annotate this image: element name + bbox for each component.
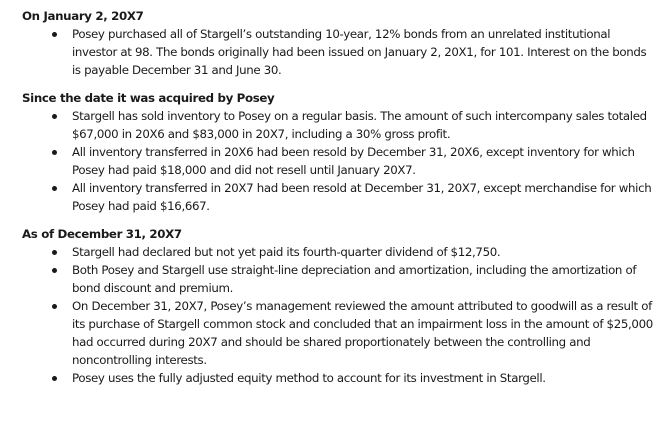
list-item bbox=[22, 261, 653, 297]
list-item bbox=[22, 179, 653, 215]
bullet-icon bbox=[52, 186, 57, 191]
list-item bbox=[22, 107, 653, 143]
list-item bbox=[22, 25, 653, 79]
section-heading: On January 2, 20X7 bbox=[22, 9, 144, 23]
list-item-text: Both Posey and Stargell use straight-line depreciation and amortization, including the amortization of bond discount and premium. bbox=[72, 263, 637, 295]
section-dec-31-20x7 bbox=[22, 225, 653, 387]
list-item-text: All inventory transferred in 20X7 had been resold at December 31, 20X7, except merchandise for which Posey had paid $16,667. bbox=[72, 181, 652, 213]
section-since-acquired bbox=[22, 89, 653, 215]
list-item bbox=[22, 369, 653, 387]
section-heading: As of December 31, 20X7 bbox=[22, 227, 182, 241]
list-item-text: On December 31, 20X7, Posey’s management reviewed the amount attributed to goodwill as a result of its purchase of Stargell common stock and concluded that an impairment loss in the amount of $25,000 had occurred during 20X7 and should be shared proportionately between the controlling and noncontrolling interests. bbox=[72, 299, 653, 367]
bullet-list bbox=[22, 25, 653, 79]
section-jan-2-20x7 bbox=[22, 7, 653, 79]
bullet-list bbox=[22, 243, 653, 387]
bullet-icon bbox=[52, 32, 57, 37]
bullet-list bbox=[22, 107, 653, 215]
bullet-icon bbox=[52, 376, 57, 381]
bullet-icon bbox=[52, 250, 57, 255]
list-item-text: Posey uses the fully adjusted equity method to account for its investment in Stargell. bbox=[72, 371, 546, 385]
bullet-icon bbox=[52, 114, 57, 119]
list-item bbox=[22, 297, 653, 369]
bullet-icon bbox=[52, 304, 57, 309]
list-item-text: Posey purchased all of Stargell’s outstanding 10-year, 12% bonds from an unrelated institutional investor at 98. The bonds originally had been issued on January 2, 20X1, for 101. Interest on the bonds is payable December 31 and June 30. bbox=[72, 27, 647, 77]
list-item bbox=[22, 143, 653, 179]
bullet-icon bbox=[52, 150, 57, 155]
bullet-icon bbox=[52, 268, 57, 273]
list-item-text: All inventory transferred in 20X6 had been resold by December 31, 20X6, except inventory for which Posey had paid $18,000 and did not resell until January 20X7. bbox=[72, 145, 635, 177]
section-heading: Since the date it was acquired by Posey bbox=[22, 91, 275, 105]
list-item bbox=[22, 243, 653, 261]
list-item-text: Stargell had declared but not yet paid its fourth-quarter dividend of $12,750. bbox=[72, 245, 501, 259]
list-item-text: Stargell has sold inventory to Posey on a regular basis. The amount of such intercompany sales totaled $67,000 in 20X6 and $83,000 in 20X7, including a 30% gross profit. bbox=[72, 109, 647, 141]
